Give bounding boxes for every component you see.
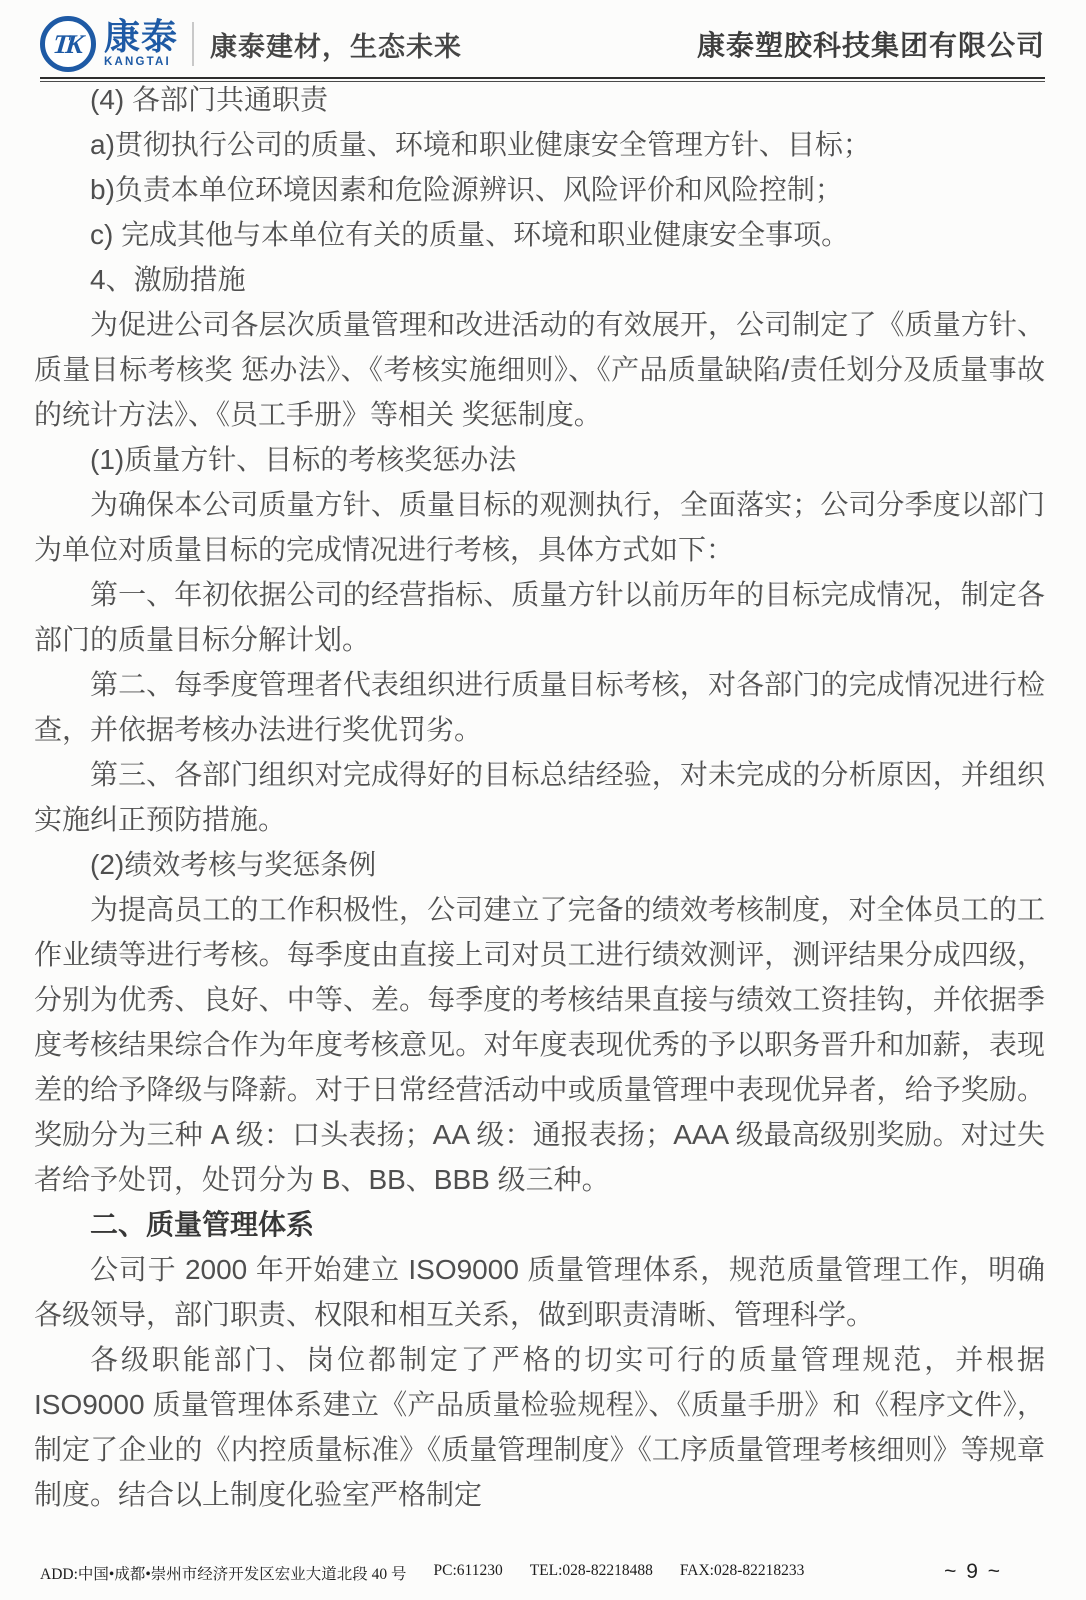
page-footer [40,1560,1046,1584]
footer-contact [40,1562,804,1584]
logo-name-cn: 康泰 [104,16,179,58]
paragraph: 第二、每季度管理者代表组织进行质量目标考核，对各部门的完成情况进行检查，并依据考核办法进行奖优罚劣。 [34,669,1045,745]
logo-tk-letters: TK [51,28,81,59]
paragraph: 第一、年初依据公司的经营指标、质量方针以前历年的目标完成情况，制定各部门的质量目标分解计划。 [34,579,1045,655]
document-body [34,77,1045,1517]
paragraph: 4、激励措施 [90,264,246,295]
paragraph: (4) 各部门共通职责 [90,84,329,115]
paragraph: 为提高员工的工作积极性，公司建立了完备的绩效考核制度，对全体员工的工作业绩等进行考核。每季度由直接上司对员工进行绩效测评，测评结果分成四级，分别为优秀、良好、中等、差。每季度的考核结果直接与绩效工资挂钩，并依据季度考核结果综合作为年度考核意见。对年度表现优秀的予以职务晋升和加薪，表现差的给予降级与降薪。对于日常经营活动中或质量管理中表现优异者，给予奖励。奖励分为三种 A 级：口头表扬；AA 级：通报表扬；AAA 级最高级别奖励。对过失者给予处罚，处罚分为 B、BB、BBB 级三种。 [34,894,1045,1195]
company-tagline: 康泰建材，生态未来 [210,31,463,62]
paragraph: b)负责本单位环境因素和危险源辨识、风险评价和风险控制； [90,174,843,205]
page-header [0,0,1086,82]
paragraph: 为促进公司各层次质量管理和改进活动的有效展开，公司制定了《质量方针、质量目标考核奖 惩办法》、《考核实施细则》、《产品质量缺陷/责任划分及质量事故的统计方法》、《员工手册》等相关 奖惩制度。 [34,309,1045,430]
footer-fax: FAX:028-82218233 [679,1562,805,1579]
paragraph: c) 完成其他与本单位有关的质量、环境和职业健康安全事项。 [90,219,850,250]
section-heading: 二、质量管理体系 [90,1209,315,1240]
footer-tel: TEL:028-82218488 [529,1562,653,1579]
company-name: 康泰塑胶科技集团有限公司 [696,30,1045,61]
paragraph: (1)质量方针、目标的考核奖惩办法 [90,444,517,475]
footer-postcode: PC:611230 [433,1562,503,1579]
footer-address: ADD:中国•成都•崇州市经济开发区宏业大道北段 40 号 [40,1566,407,1583]
paragraph: a)贯彻执行公司的质量、环境和职业健康安全管理方针、目标； [90,129,871,160]
paragraph: 为确保本公司质量方针、质量目标的观测执行，全面落实；公司分季度以部门为单位对质量目标的完成情况进行考核，具体方式如下： [34,489,1045,565]
logo-name-en: KANGTAI [104,56,171,69]
logo-names [104,16,179,69]
paragraph: 各级职能部门、岗位都制定了严格的切实可行的质量管理规范，并根据 ISO9000 质量管理体系建立《产品质量检验规程》、《质量手册》和《程序文件》，制定了企业的《内控质量标准》《质量管理制度》《工序质量管理考核细则》等规章制度。结合以上制度化验室严格制定 [34,1344,1045,1510]
paragraph: (2)绩效考核与奖惩条例 [90,849,377,880]
page-number: ~ 9 ~ [944,1560,1002,1583]
logo-tk-circle-icon [40,16,96,72]
paragraph: 第三、各部门组织对完成得好的目标总结经验，对未完成的分析原因，并组织实施纠正预防措施。 [34,759,1045,835]
company-logo [40,16,178,72]
paragraph: 公司于 2000 年开始建立 ISO9000 质量管理体系，规范质量管理工作，明确各级领导，部门职责、权限和相互关系，做到职责清晰、管理科学。 [34,1254,1045,1330]
header-divider [192,22,194,66]
